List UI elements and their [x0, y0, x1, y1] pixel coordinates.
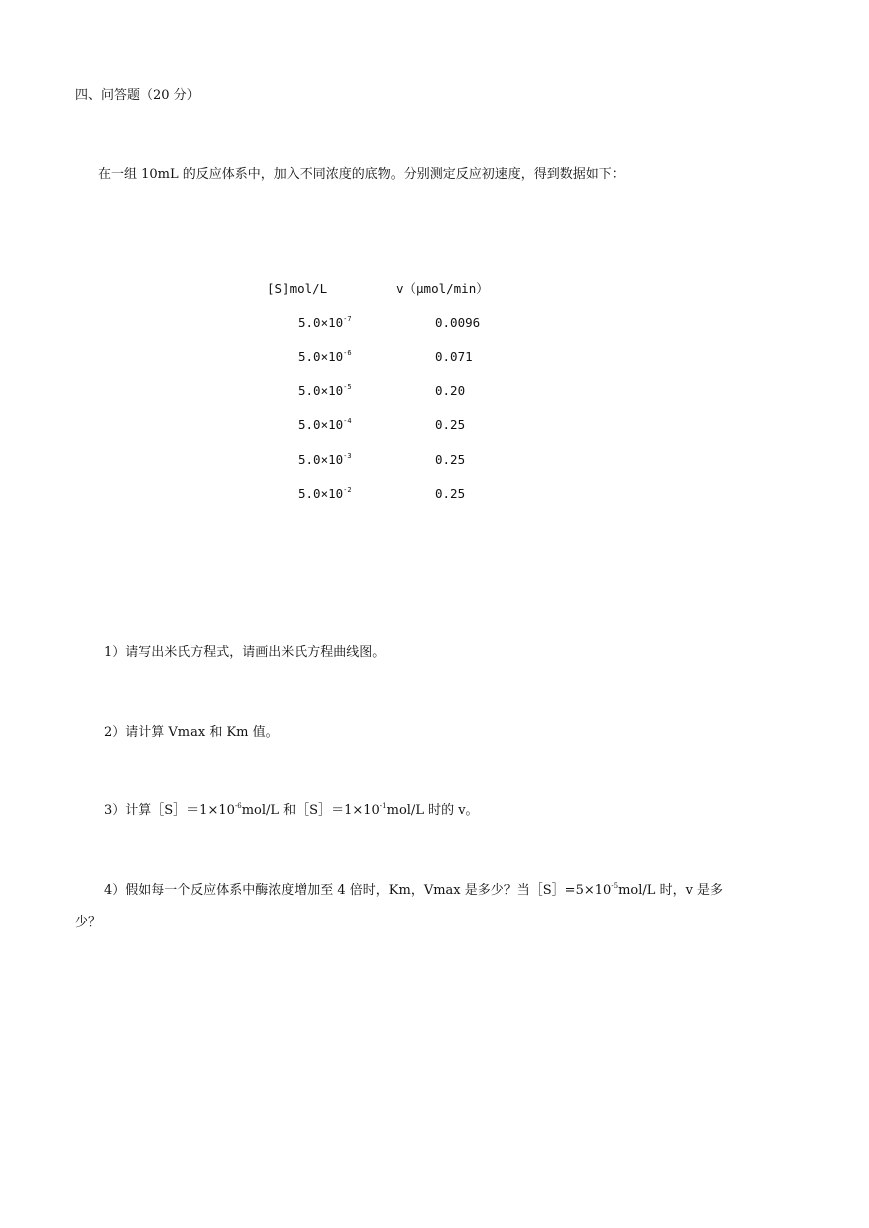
intro-paragraph: 在一组 10mL 的反应体系中，加入不同浓度的底物。分别测定反应初速度，得到数据如下： [98, 167, 625, 182]
table-cell-velocity: 0.20 [435, 383, 466, 398]
section-title: 四、问答题（20 分） [75, 88, 200, 103]
table-header-substrate: [S]mol/L [267, 281, 328, 296]
table-cell-substrate: $5.0\times 10^{-7}$ [298, 315, 352, 330]
table-cell-substrate: $5.0\times 10^{-4}$ [298, 417, 352, 432]
table-cell-velocity: 0.071 [435, 349, 473, 364]
question-2: 2）请计算 Vmax 和 Km 值。 [104, 725, 279, 740]
table-cell-velocity: 0.25 [435, 486, 466, 501]
table-cell-substrate: $5.0\times 10^{-5}$ [298, 383, 352, 398]
question-4: 4）假如每一个反应体系中酶浓度增加至 4 倍时，Km，Vmax 是多少？当$[S]=5\times 10^{-5}mol/L$ 时，v 是多 [104, 882, 724, 898]
table-cell-velocity: 0.0096 [435, 315, 481, 330]
table-header-velocity: v（μmol/min） [396, 281, 489, 296]
table-cell-substrate: $5.0\times 10^{-3}$ [298, 452, 352, 467]
table-cell-substrate: $5.0\times 10^{-6}$ [298, 349, 352, 364]
question-1: 1）请写出米氏方程式，请画出米氏方程曲线图。 [104, 645, 386, 660]
question-4-continuation: 少？ [75, 915, 102, 930]
table-cell-velocity: 0.25 [435, 417, 466, 432]
table-cell-velocity: 0.25 [435, 452, 466, 467]
table-cell-substrate: $5.0\times 10^{-2}$ [298, 486, 352, 501]
question-3: 3）计算$[S]=1\times 10^{-6}mol/L$ 和$[S]=1\times 10^{-1}mol/L$ 时的 v。 [104, 802, 479, 818]
